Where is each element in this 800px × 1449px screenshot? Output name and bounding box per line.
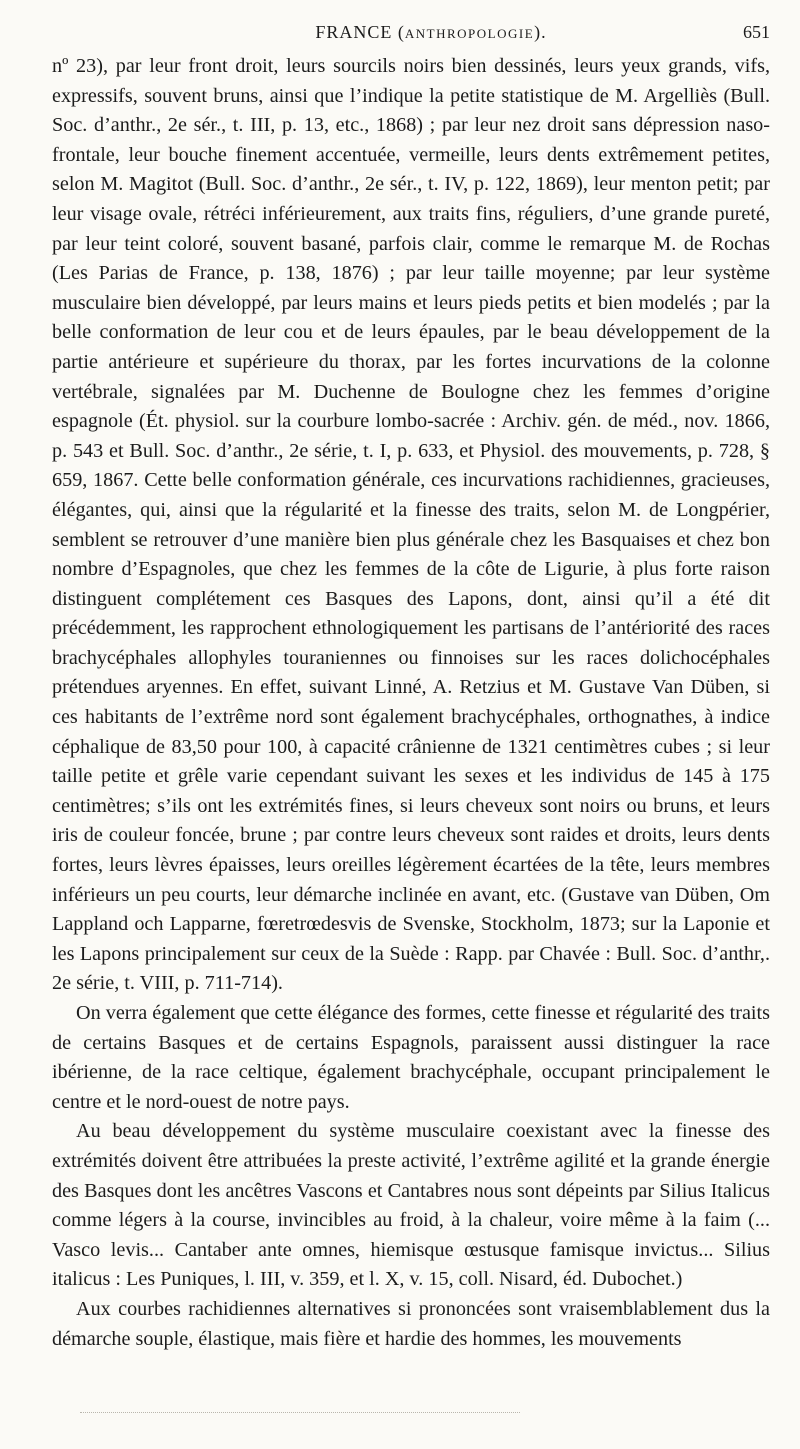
paragraph-basque-agility: Au beau développement du système musculaire coexistant avec la finesse des extrémités doivent être attribuées la preste activité, l’extrême agilité et la grande énergie des Basques dont les ancêtres Vascons et Cantabres nous sont dépeints par Silius Italicus comme légers à la course, invincibles au froid, à la chaleur, voire même à la faim (... Vasco levis... Cantaber ante omnes, hiemisque œstusque famisque invictus... Silius italicus : Les Puniques, l. III, v. 359, et l. X, v. 15, coll. Nisard, éd. Dubochet.): [52, 1120, 770, 1291]
paragraph-continuation: nº 23), par leur front droit, leurs sourcils noirs bien dessinés, leurs yeux grands, vifs, expressifs, souvent bruns, ainsi que l’indique la petite statistique de M. Argelliès (Bull. Soc. d’anthr., 2e sér., t. III, p. 13, etc., 1868) ; par leur nez droit sans dépression naso-frontale, leur bouche finement accentuée, vermeille, leurs dents extrêmement petites, selon M. Magitot (Bull. Soc. d’anthr., 2e sér., t. IV, p. 122, 1869), leur menton petit; par leur visage ovale, rétréci inférieurement, aux traits fins, réguliers, d’une grande pureté, par leur teint coloré, souvent basané, parfois clair, comme le remarque M. de Rochas (Les Parias de France, p. 138, 1876) ; par leur taille moyenne; par leur système musculaire bien développé, par leurs mains et leurs pieds petits et bien modelés ; par la belle conformation de leur cou et de leurs épaules, par le beau développement de la partie antérieure et supérieure du thorax, par les fortes incurvations de la colonne vertébrale, signalées par M. Duchenne de Boulogne chez les femmes d’origine espagnole (Ét. physiol. sur la courbure lombo-sacrée : Archiv. gén. de méd., nov. 1866, p. 543 et Bull. Soc. d’anthr., 2e série, t. I, p. 633, et Physiol. des mouvements, p. 728, § 659, 1867. Cette belle conformation générale, ces incurvations rachidiennes, gracieuses, élégantes, qui, ainsi que la régularité et la finesse des traits, selon M. de Longpérier, semblent se retrouver d’une manière bien plus générale chez les Basquaises et chez bon nombre d’Espagnoles, que chez les femmes de la côte de Ligurie, à plus forte raison distinguent complétement ces Basques des Lapons, dont, ainsi qu’il a été dit précédemment, les rapprochent ethnologiquement les partisans de l’antériorité des races brachycéphales allophyles touraniennes ou finnoises sur les races dolichocéphales prétendues aryennes. En effet, suivant Linné, A. Retzius et M. Gustave Van Düben, si ces habitants de l’extrême nord sont également brachycéphales, orthognathes, à indice céphalique de 83,50 pour 100, à capacité crânienne de 1321 centimètres cubes ; si leur taille petite et grêle varie cependant suivant les sexes et les individus de 145 à 175 centimètres; s’ils ont les extrémités fines, si leurs cheveux sont noirs ou bruns, et leurs iris de couleur foncée, brune ; par contre leurs cheveux sont raides et droits, leurs dents fortes, leurs lèvres épaisses, leurs oreilles légèrement écartées de la tête, leurs membres inférieurs un peu courts, leur démarche inclinée en avant, etc. (Gustave van Düben, Om Lappland och Lapparne, fœretrœdesvis de Svenske, Stockholm, 1873; sur la Laponie et les Lapons principalement sur ceux de la Suède : Rapp. par Chavée : Bull. Soc. d’anthr,. 2e série, t. VIII, p. 711-714).: [52, 55, 770, 995]
running-head: [52, 22, 770, 52]
paragraph-spinal-curves: Aux courbes rachidiennes alternatives si prononcées sont vraisemblablement dus la démarche souple, élastique, mais fière et hardie des hommes, les mouvements: [52, 1297, 770, 1350]
book-page: [52, 22, 770, 1354]
page-number: 651: [743, 22, 770, 42]
bottom-bleed-through: [80, 1412, 520, 1413]
body-text: [52, 52, 770, 1354]
paragraph-iberian-race: On verra également que cette élégance des formes, cette finesse et régularité des traits de certains Basques et de certains Espagnols, paraissent aussi distinguer la race ibérienne, de la race celtique, également brachycéphale, occupant principalement le centre et le nord-ouest de notre pays.: [52, 1002, 770, 1113]
running-title-main: FRANCE (: [315, 22, 405, 42]
running-title: [275, 22, 546, 43]
running-title-small-caps: ANTHROPOLOGIE: [404, 26, 535, 41]
running-title-end: ).: [534, 22, 547, 42]
